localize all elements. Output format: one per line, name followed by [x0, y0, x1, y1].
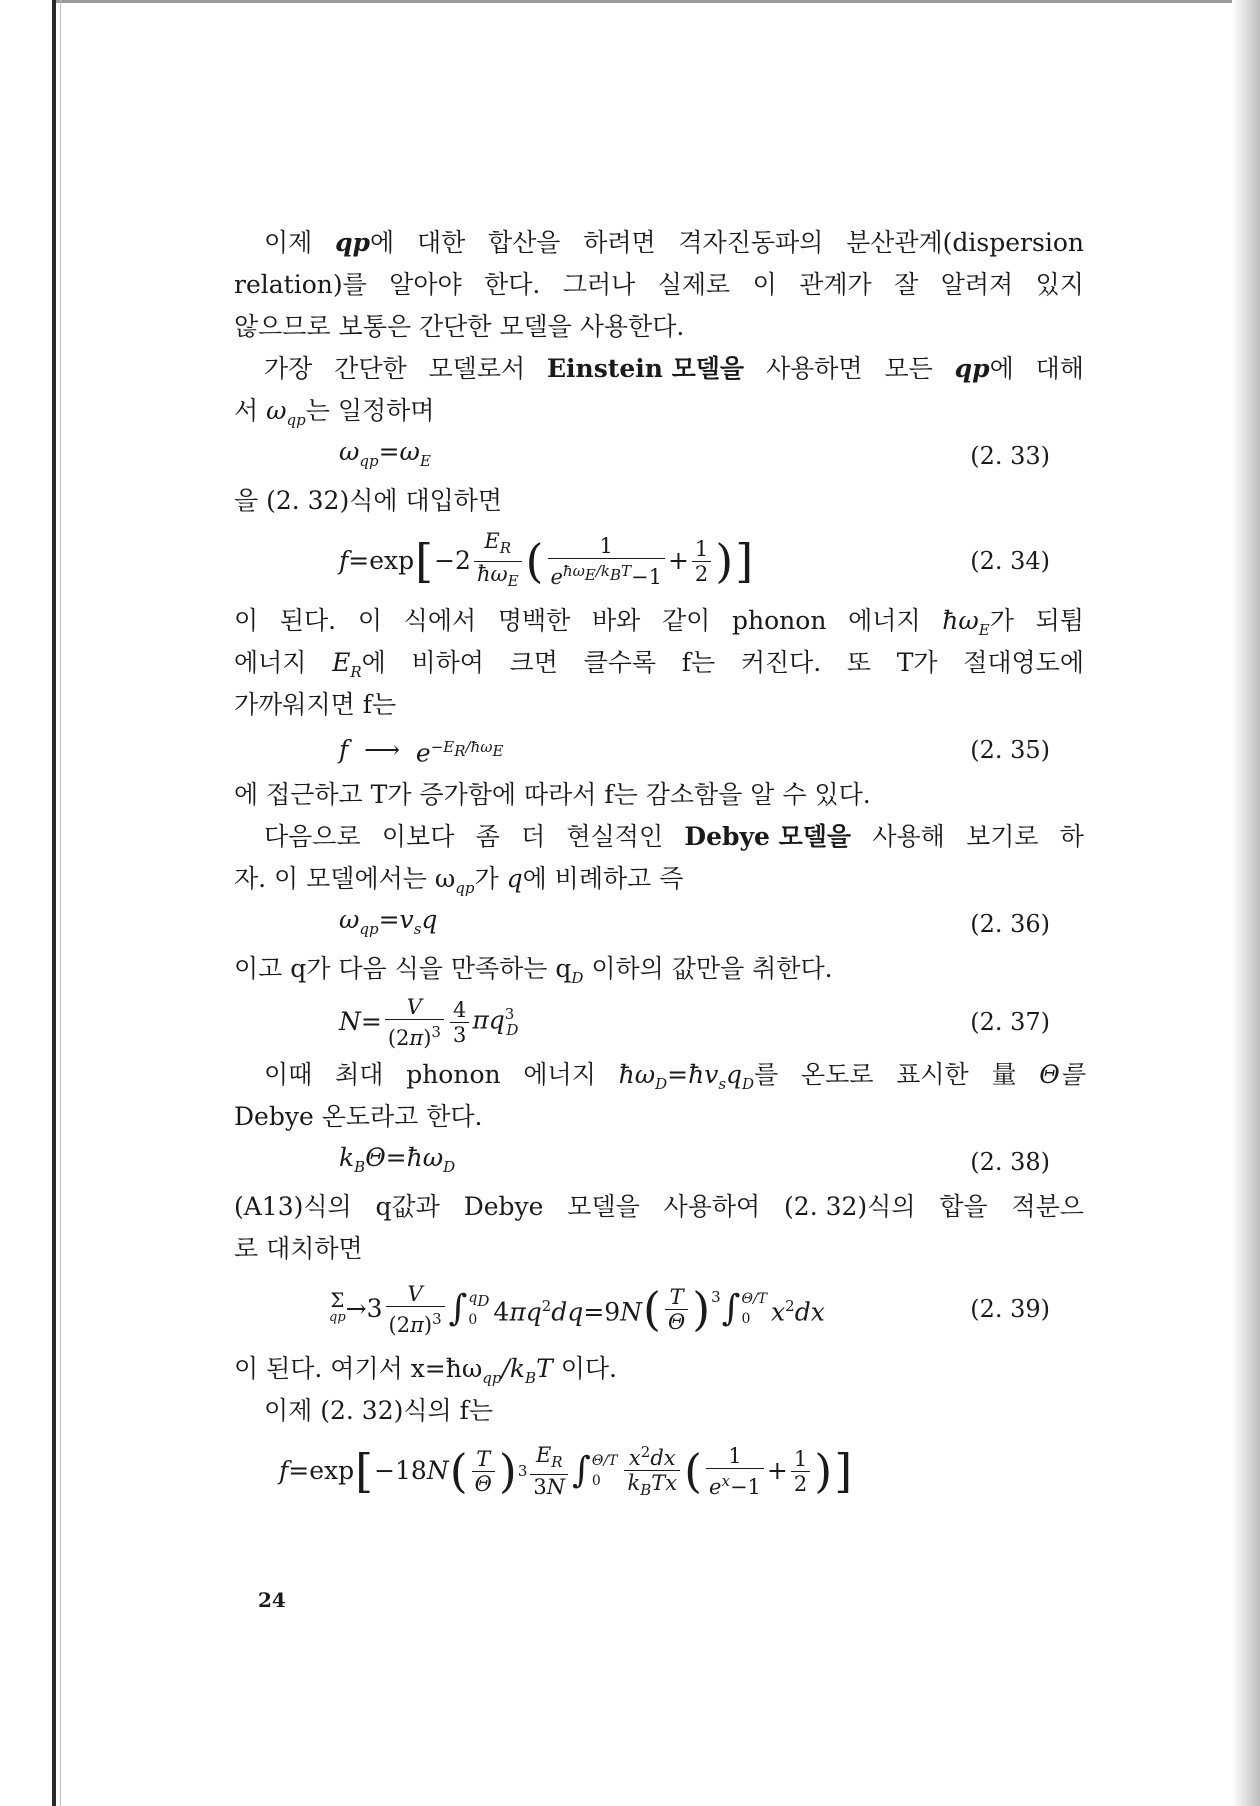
equation-2-37 [234, 992, 1084, 1052]
text-line: 가까워지면 f는 [234, 690, 397, 719]
text-line: 이제 qp에 대한 합산을 하려면 격자진동파의 분산관계(dispersion [264, 228, 1084, 257]
text-line: 않으므로 보통은 간단한 모델을 사용한다. [234, 312, 685, 341]
text-line: 가장 간단한 모델로서 Einstein 모델을 사용하면 모든 qp에 대해 [264, 354, 1084, 383]
page-border-left [52, 0, 56, 1806]
equation-body: $k_B\Theta=ħ\omega_D$ [339, 1142, 456, 1176]
text-line: 자. 이 모델에서는 $\omega_{qp}$가 q에 비례하고 즉 [234, 864, 684, 897]
equation-final [234, 1434, 1084, 1508]
text-line: 이고 q가 다음 식을 만족하는 $q_D$ 이하의 값만을 취한다. [234, 954, 833, 987]
equation-2-39 [234, 1272, 1084, 1346]
text-line: 이 된다. 여기서 $x=ħ\omega_{qp}/k_BT$ 이다. [234, 1354, 617, 1387]
equation-body: f =exp [ −2 $\frac{E_R}{ħ\omega_E}$ ( $\frac{1}{e^{ħ\omega_E/k_BT}-1}$ + $\frac{1}{2}$ ) ] [339, 524, 754, 598]
page-edge-shadow [1232, 0, 1260, 1806]
text-line: 다음으로 이보다 좀 더 현실적인 Debye 모델을 사용해 보기로 하 [264, 822, 1084, 851]
equation-number: (2. 33) [970, 442, 1050, 470]
page-number: 24 [258, 1588, 286, 1612]
equation-number: (2. 36) [970, 910, 1050, 938]
text-line: 이제 (2. 32)식의 f는 [264, 1396, 494, 1425]
equation-body: f =exp [ −18 N ( $\frac{T}{\Theta}$ ) 3 $\frac{E_R}{3N}$ ∫ Θ/T 0 $\frac{x^2dx}{k_BTx}$ ( $\frac{1}{e^x-1}$ + $\frac{1}{2}$ ) ] [279, 1434, 853, 1508]
equation-number: (2. 38) [970, 1148, 1050, 1176]
text-line: 로 대치하면 [234, 1234, 363, 1263]
text-line: (A13)식의 q값과 Debye 모델을 사용하여 (2. 32)식의 합을 적분으 [234, 1192, 1084, 1221]
equation-2-36 [234, 902, 1084, 946]
text-line: relation)를 알아야 한다. 그러나 실제로 이 관계가 잘 알려져 있지 [234, 270, 1084, 299]
text-line: 서 $\omega_{qp}$는 일정하며 [234, 396, 435, 429]
equation-body: f ⟶ $e^{-E_R/ħ\omega_E}$ [339, 735, 504, 768]
equation-2-33 [234, 434, 1084, 478]
equation-2-34 [234, 524, 1084, 598]
equation-number: (2. 39) [970, 1295, 1050, 1323]
text-line: 에너지 $E_R$에 비하여 크면 클수록 f는 커진다. 또 T가 절대영도에 [234, 648, 1084, 681]
text-line: 이때 최대 phonon 에너지 $ħ\omega_D=ħv_sq_D$를 온도로 표시한 量 Θ를 [264, 1060, 1084, 1093]
equation-body: $\omega_{qp}=v_sq$ [339, 904, 438, 938]
text-line: 이 된다. 이 식에서 명백한 바와 같이 phonon 에너지 $ħ\omega_E$가 되튐 [234, 606, 1084, 639]
page-body [234, 222, 1084, 1510]
equation-body: N = $\frac{V}{(2\pi)^3}$ $\frac{4}{3}$ $\pi q^3_D$ [339, 994, 519, 1050]
equation-number: (2. 34) [970, 547, 1050, 575]
text-line: 에 접근하고 T가 증가함에 따라서 f는 감소함을 알 수 있다. [234, 780, 871, 809]
equation-body: Σ qp →3 $\frac{V}{(2\pi)^3}$ ∫ $q_D$ 0 $4\pi q^2dq=9N$ ( $\frac{T}{\Theta}$ ) $^3$ ∫ Θ/T 0 $x^2dx$ [329, 1281, 825, 1337]
equation-2-35 [234, 728, 1084, 772]
equation-number: (2. 37) [970, 1008, 1050, 1036]
equation-number: (2. 35) [970, 736, 1050, 764]
equation-body: $\omega_{qp}=\omega_E$ [339, 436, 431, 470]
page-border-top [52, 0, 1260, 3]
page-border-left-inner [60, 0, 61, 1806]
text-line: Debye 온도라고 한다. [234, 1102, 483, 1131]
equation-2-38 [234, 1140, 1084, 1184]
text-line: 을 (2. 32)식에 대입하면 [234, 486, 503, 515]
